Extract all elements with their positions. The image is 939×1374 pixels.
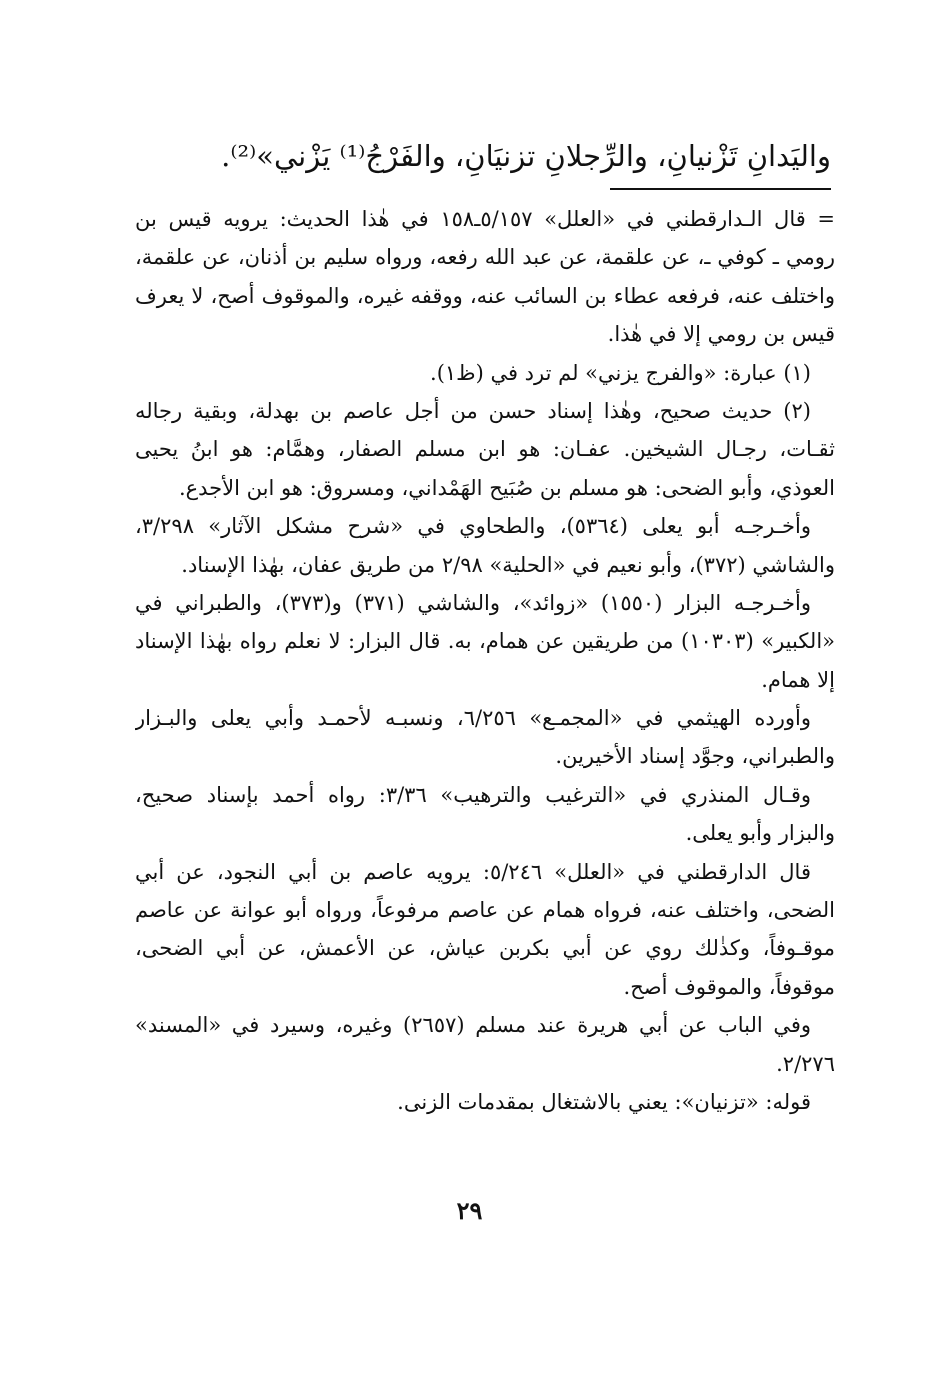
footnote-line: = قال الـدارقطني في «العلل» ٥/١٥٧ـ١٥٨ في هٰذا الحديث: يرويه قيس بن	[135, 207, 835, 231]
main-text-line: واليَدانِ تَزْنيانِ، والرِّجلانِ تزنيَانِ، والفَرْجُ⁽¹⁾ يَزْني»⁽²⁾.	[221, 139, 831, 173]
footnote-line: وقـال المنذري في «الترغيب والترهيب» ٣/٣٦: رواه أحمد بإسناد صحيح،	[135, 782, 812, 807]
footnote-line: والشاشي (٣٧٢)، وأبو نعيم في «الحلية» ٢/٩٨ من طريق عفان، بهٰذا الإسناد.	[181, 552, 835, 577]
footnote-line: ٢/٢٧٦.	[776, 1051, 835, 1076]
footnote-line: العوذي، وأبو الضحى: هو مسلم بن صُبَيح الهَمْداني، ومسروق: هو ابن الأجدع.	[178, 475, 835, 500]
footnote-line: وأخـرجـه البزار (١٥٥٠) «زوائد»، والشاشي (٣٧١) و(٣٧٣)، والطبراني في	[135, 590, 812, 615]
footnote-line: والطبراني، وجوَّد إسناد الأخيرين.	[555, 744, 835, 769]
footnote-line: (١) عبارة: «والفرج يزني» لم ترد في (ظ١).	[430, 360, 811, 385]
footnote-line: وفي الباب عن أبي هريرة عند مسلم (٢٦٥٧) وغيره، وسيرد في «المسند»	[135, 1013, 811, 1038]
footnote-line: وأخـرجـه أبو يعلى (٥٣٦٤)، والطحاوي في «شرح مشكل الآثار» ٣/٢٩٨،	[135, 514, 811, 539]
footnote-line: واختلف عنه، فرفعه عطاء بن السائب عنه، ووقفه غيره، والموقوف أصح، لا يعرف	[135, 283, 835, 308]
footnote-line: (٢) حديث صحيح، وهٰذا إسناد حسن من أجل عاصم بن بهدلة، وبقية رجاله	[135, 398, 811, 423]
footnote-line: ثقـات، رجـال الشيخين. عفـان: هو ابن مسلم الصفار، وهمَّام: هو ابنُ يحيى	[135, 437, 835, 462]
footnote-line: قوله: «تزنيان»: يعني بالاشتغال بمقدمات الزنى.	[397, 1089, 811, 1114]
footnote-line: رومي ـ كوفي ـ، عن علقمة، عن عبد الله رفعه، ورواه سليم بن أذنان، عن علقمة،	[135, 245, 835, 270]
footnote-line: إلا همام.	[761, 667, 835, 692]
footnotes-section	[135, 200, 835, 1121]
footnote-line: موقوفاً، والموقوف أصح.	[623, 974, 835, 999]
footnote-line: والبزار وأبو يعلى.	[685, 821, 835, 846]
footnote-line: الضحى، واختلف عنه، فرواه همام عن عاصم مرفوعاً، ورواه أبو عوانة عن عاصم	[135, 898, 835, 923]
footnote-line: وأورده الهيثمي في «المجمـع» ٦/٢٥٦، ونسبـه لأحمـد وأبي يعلى والبـزار	[135, 706, 812, 731]
page-number: ٢٩	[456, 1196, 483, 1225]
footnote-line: قال الدارقطني في «العلل» ٥/٢٤٦: يرويه عاصم بن أبي النجود، عن أبي	[135, 859, 811, 884]
footnote-line: موقـوفاً، وكذٰلك روي عن أبي بكربن عياش، عن الأعمش، عن أبي الضحى،	[135, 936, 835, 961]
footnote-line: قيس بن رومي إلا في هٰذا.	[607, 322, 835, 347]
footnote-line: «الكبير» (١٠٣٠٣) من طريقين عن همام، به. قال البزار: لا نعلم رواه بهٰذا الإسناد	[135, 629, 835, 654]
footnote-divider	[610, 188, 831, 190]
